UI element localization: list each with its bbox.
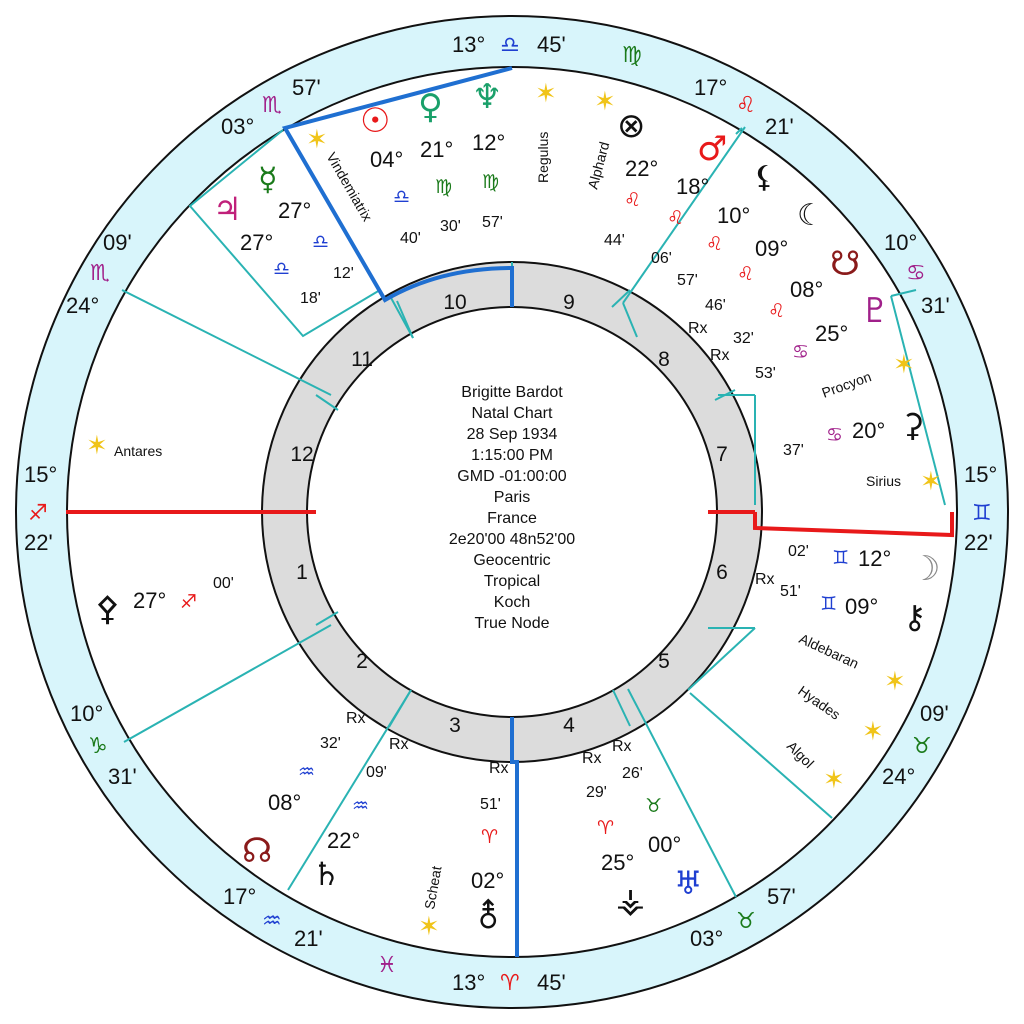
star-icon: ✶ <box>535 79 557 109</box>
scorpio-icon: ♏ <box>90 261 110 286</box>
jupiter-degree: 27° <box>240 230 274 255</box>
lilith-icon: ☾ <box>797 198 824 233</box>
star-hyades: Hyades <box>795 682 844 723</box>
jupiter-minute: 18' <box>300 290 321 307</box>
lot-degree: 25° <box>601 850 635 875</box>
chart-type: Natal Chart <box>471 405 553 422</box>
aquarius-icon: ♒ <box>298 761 316 783</box>
cancer-icon: ♋ <box>792 341 810 363</box>
pallas-degree: 27° <box>133 588 167 613</box>
vertex-minute: 57' <box>677 272 698 289</box>
ceres-degree: 20° <box>852 418 886 443</box>
star-icon: ✶ <box>920 467 942 497</box>
leo-icon: ♌ <box>706 233 724 255</box>
mercury-minute: 12' <box>333 265 354 282</box>
star-icon: ✶ <box>823 765 845 795</box>
c2-degree: 10° <box>70 701 104 726</box>
node-retrograde: Rx <box>346 710 366 727</box>
house-number: 2 <box>356 650 368 673</box>
gemini-icon: ♊ <box>820 593 838 615</box>
star-scheat: Scheat <box>421 864 445 911</box>
aries-icon: ♈ <box>597 817 615 839</box>
star-vindemiatrix: Vindemiatrix <box>323 149 376 224</box>
snode-retrograde: Rx <box>688 320 708 337</box>
pisces-icon: ♓ <box>377 953 397 978</box>
c8-minute: 31' <box>921 293 950 318</box>
mc-minute: 45' <box>537 32 566 57</box>
virgo-icon: ♍ <box>482 171 500 193</box>
chiron-icon: ⚷ <box>903 598 927 636</box>
lilith-minute: 46' <box>705 297 726 314</box>
c11-minute: 57' <box>292 75 321 100</box>
ceres-icon: ⚳ <box>901 406 925 444</box>
aries-icon: ♈ <box>481 826 499 848</box>
c11-degree: 03° <box>221 114 255 139</box>
asc-degree: 15° <box>24 462 58 487</box>
south-node-icon: ☋ <box>830 244 861 284</box>
eris-icon: ⚨ <box>474 897 503 937</box>
c8-degree: 10° <box>884 230 918 255</box>
star-icon: ✶ <box>86 431 108 461</box>
house-number: 5 <box>658 650 670 673</box>
star-icon: ✶ <box>893 350 915 380</box>
c6-degree: 24° <box>882 764 916 789</box>
house-system: Koch <box>493 594 531 611</box>
moon-icon: ☽ <box>910 549 941 589</box>
aquarius-icon: ♒ <box>352 795 370 817</box>
house-number: 3 <box>449 714 461 737</box>
pallas-icon: ⚴ <box>95 589 120 629</box>
star-icon: ✶ <box>594 87 616 117</box>
house-number: 12 <box>290 443 314 466</box>
ceres-minute: 37' <box>783 442 804 459</box>
birth-time: 1:15:00 PM <box>471 447 553 464</box>
vertex-degree: 10° <box>717 203 751 228</box>
neptune-minute: 57' <box>482 214 503 231</box>
c12-minute: 09' <box>103 230 132 255</box>
venus-icon: ♀ <box>418 87 443 127</box>
star-icon: ✶ <box>862 717 884 747</box>
leo-icon: ♌ <box>624 189 642 211</box>
star-icon: ✶ <box>418 912 440 942</box>
pluto-degree: 25° <box>815 321 849 346</box>
aries-icon: ♈ <box>500 971 520 996</box>
c3-minute: 21' <box>294 926 323 951</box>
star-procyon: Procyon <box>819 368 874 401</box>
snode-minute: 32' <box>733 330 754 347</box>
city: Paris <box>493 489 531 506</box>
c2-minute: 31' <box>108 764 137 789</box>
star-sirius: Sirius <box>866 473 902 489</box>
saturn-degree: 22° <box>327 828 361 853</box>
house-number: 6 <box>716 561 728 584</box>
house-number: 1 <box>296 561 308 584</box>
c5-degree: 03° <box>690 926 724 951</box>
star-aldebaran: Aldebaran <box>796 630 862 672</box>
lot-retrograde: Rx <box>582 750 602 767</box>
chiron-retrograde: Rx <box>755 571 775 588</box>
fortune-degree: 22° <box>625 156 659 181</box>
uranus-minute: 26' <box>622 765 643 782</box>
libra-icon: ♎ <box>500 33 520 58</box>
c5-minute: 57' <box>767 884 796 909</box>
capricorn-icon: ♑ <box>88 734 108 759</box>
libra-icon: ♎ <box>393 186 411 208</box>
c3-degree: 17° <box>223 884 257 909</box>
star-antares: Antares <box>114 443 163 459</box>
star-regulus: Regulus <box>535 131 551 183</box>
chiron-minute: 51' <box>780 583 801 600</box>
star-alphard: Alphard <box>584 140 613 191</box>
scorpio-icon: ♏ <box>262 93 282 118</box>
node-minute: 32' <box>320 735 341 752</box>
star-icon: ✶ <box>306 125 328 155</box>
neptune-degree: 12° <box>472 130 506 155</box>
moon-degree: 12° <box>858 546 892 571</box>
sun-icon: ☉ <box>360 101 391 141</box>
house-number: 7 <box>716 443 728 466</box>
taurus-icon: ♉ <box>912 734 932 759</box>
sun-minute: 40' <box>400 230 421 247</box>
person-name: Brigitte Bardot <box>461 384 563 401</box>
jupiter-icon: ♃ <box>213 190 242 228</box>
eris-minute: 51' <box>480 796 501 813</box>
country: France <box>487 510 537 527</box>
pluto-retrograde: Rx <box>710 347 730 364</box>
dsc-degree: 15° <box>964 462 998 487</box>
moon-minute: 02' <box>788 543 809 560</box>
zodiac-center: Geocentric <box>473 552 551 569</box>
venus-minute: 30' <box>440 218 461 235</box>
virgo-icon: ♍ <box>435 176 453 198</box>
lot-minute: 29' <box>586 784 607 801</box>
star-algol: Algol <box>783 737 818 772</box>
pluto-minute: 53' <box>755 365 776 382</box>
ic-degree: 13° <box>452 970 486 995</box>
uranus-degree: 00° <box>648 832 682 857</box>
gemini-icon: ♊ <box>832 547 850 569</box>
pallas-minute: 00' <box>213 575 234 592</box>
ic-minute: 45' <box>537 970 566 995</box>
fortune-minute: 44' <box>604 232 625 249</box>
cancer-icon: ♋ <box>826 424 844 446</box>
c6-minute: 09' <box>920 701 949 726</box>
vertex-icon: ⚸ <box>753 160 775 195</box>
leo-icon: ♌ <box>737 263 755 285</box>
dsc-minute: 22' <box>964 530 993 555</box>
house-number: 4 <box>563 714 575 737</box>
saturn-retrograde: Rx <box>389 736 409 753</box>
leo-icon: ♌ <box>768 300 786 322</box>
taurus-icon: ♉ <box>645 795 663 817</box>
virgo-icon: ♍ <box>622 43 642 68</box>
star-icon: ✶ <box>884 667 906 697</box>
asteroid-icon: ⚶ <box>616 881 645 921</box>
house-number: 9 <box>563 291 575 314</box>
snode-degree: 08° <box>790 277 824 302</box>
eris-retrograde: Rx <box>489 760 509 777</box>
sagittarius-icon: ♐ <box>180 591 198 613</box>
sagittarius-icon: ♐ <box>28 501 48 526</box>
mars-icon: ♂ <box>697 129 728 169</box>
taurus-icon: ♉ <box>736 909 756 934</box>
aquarius-icon: ♒ <box>262 909 282 934</box>
sun-degree: 04° <box>370 147 404 172</box>
lilith-degree: 09° <box>755 236 789 261</box>
libra-icon: ♎ <box>273 258 291 280</box>
house-number: 8 <box>658 348 670 371</box>
mercury-degree: 27° <box>278 198 312 223</box>
coordinates: 2e20'00 48n52'00 <box>448 531 576 548</box>
c12-degree: 24° <box>66 293 100 318</box>
mars-minute: 06' <box>651 250 672 267</box>
libra-icon: ♎ <box>312 231 330 253</box>
saturn-minute: 09' <box>366 764 387 781</box>
leo-icon: ♌ <box>736 93 756 118</box>
asc-minute: 22' <box>24 530 53 555</box>
node-degree: 08° <box>268 790 302 815</box>
venus-degree: 21° <box>420 137 454 162</box>
cancer-icon: ♋ <box>906 261 926 286</box>
zodiac-type: Tropical <box>483 573 541 590</box>
north-node-icon: ☊ <box>242 831 273 871</box>
uranus-retrograde: Rx <box>612 738 632 755</box>
pluto-icon: ♇ <box>860 291 891 331</box>
chiron-degree: 09° <box>845 594 879 619</box>
mc-degree: 13° <box>452 32 486 57</box>
eris-degree: 02° <box>471 868 505 893</box>
gemini-icon: ♊ <box>972 501 992 526</box>
c9-minute: 21' <box>765 114 794 139</box>
uranus-icon: ♅ <box>674 864 703 902</box>
saturn-icon: ♄ <box>312 855 341 893</box>
house-number: 11 <box>351 348 373 371</box>
neptune-icon: ♆ <box>472 77 503 117</box>
gmd-offset: GMD -01:00:00 <box>457 468 567 485</box>
house-number: 10 <box>443 291 467 314</box>
mercury-icon: ☿ <box>258 160 278 198</box>
part-of-fortune-icon: ⊗ <box>617 106 646 146</box>
c9-degree: 17° <box>694 75 728 100</box>
mars-degree: 18° <box>676 174 710 199</box>
birth-date: 28 Sep 1934 <box>466 426 558 443</box>
leo-icon: ♌ <box>667 207 685 229</box>
node-type: True Node <box>474 615 550 632</box>
